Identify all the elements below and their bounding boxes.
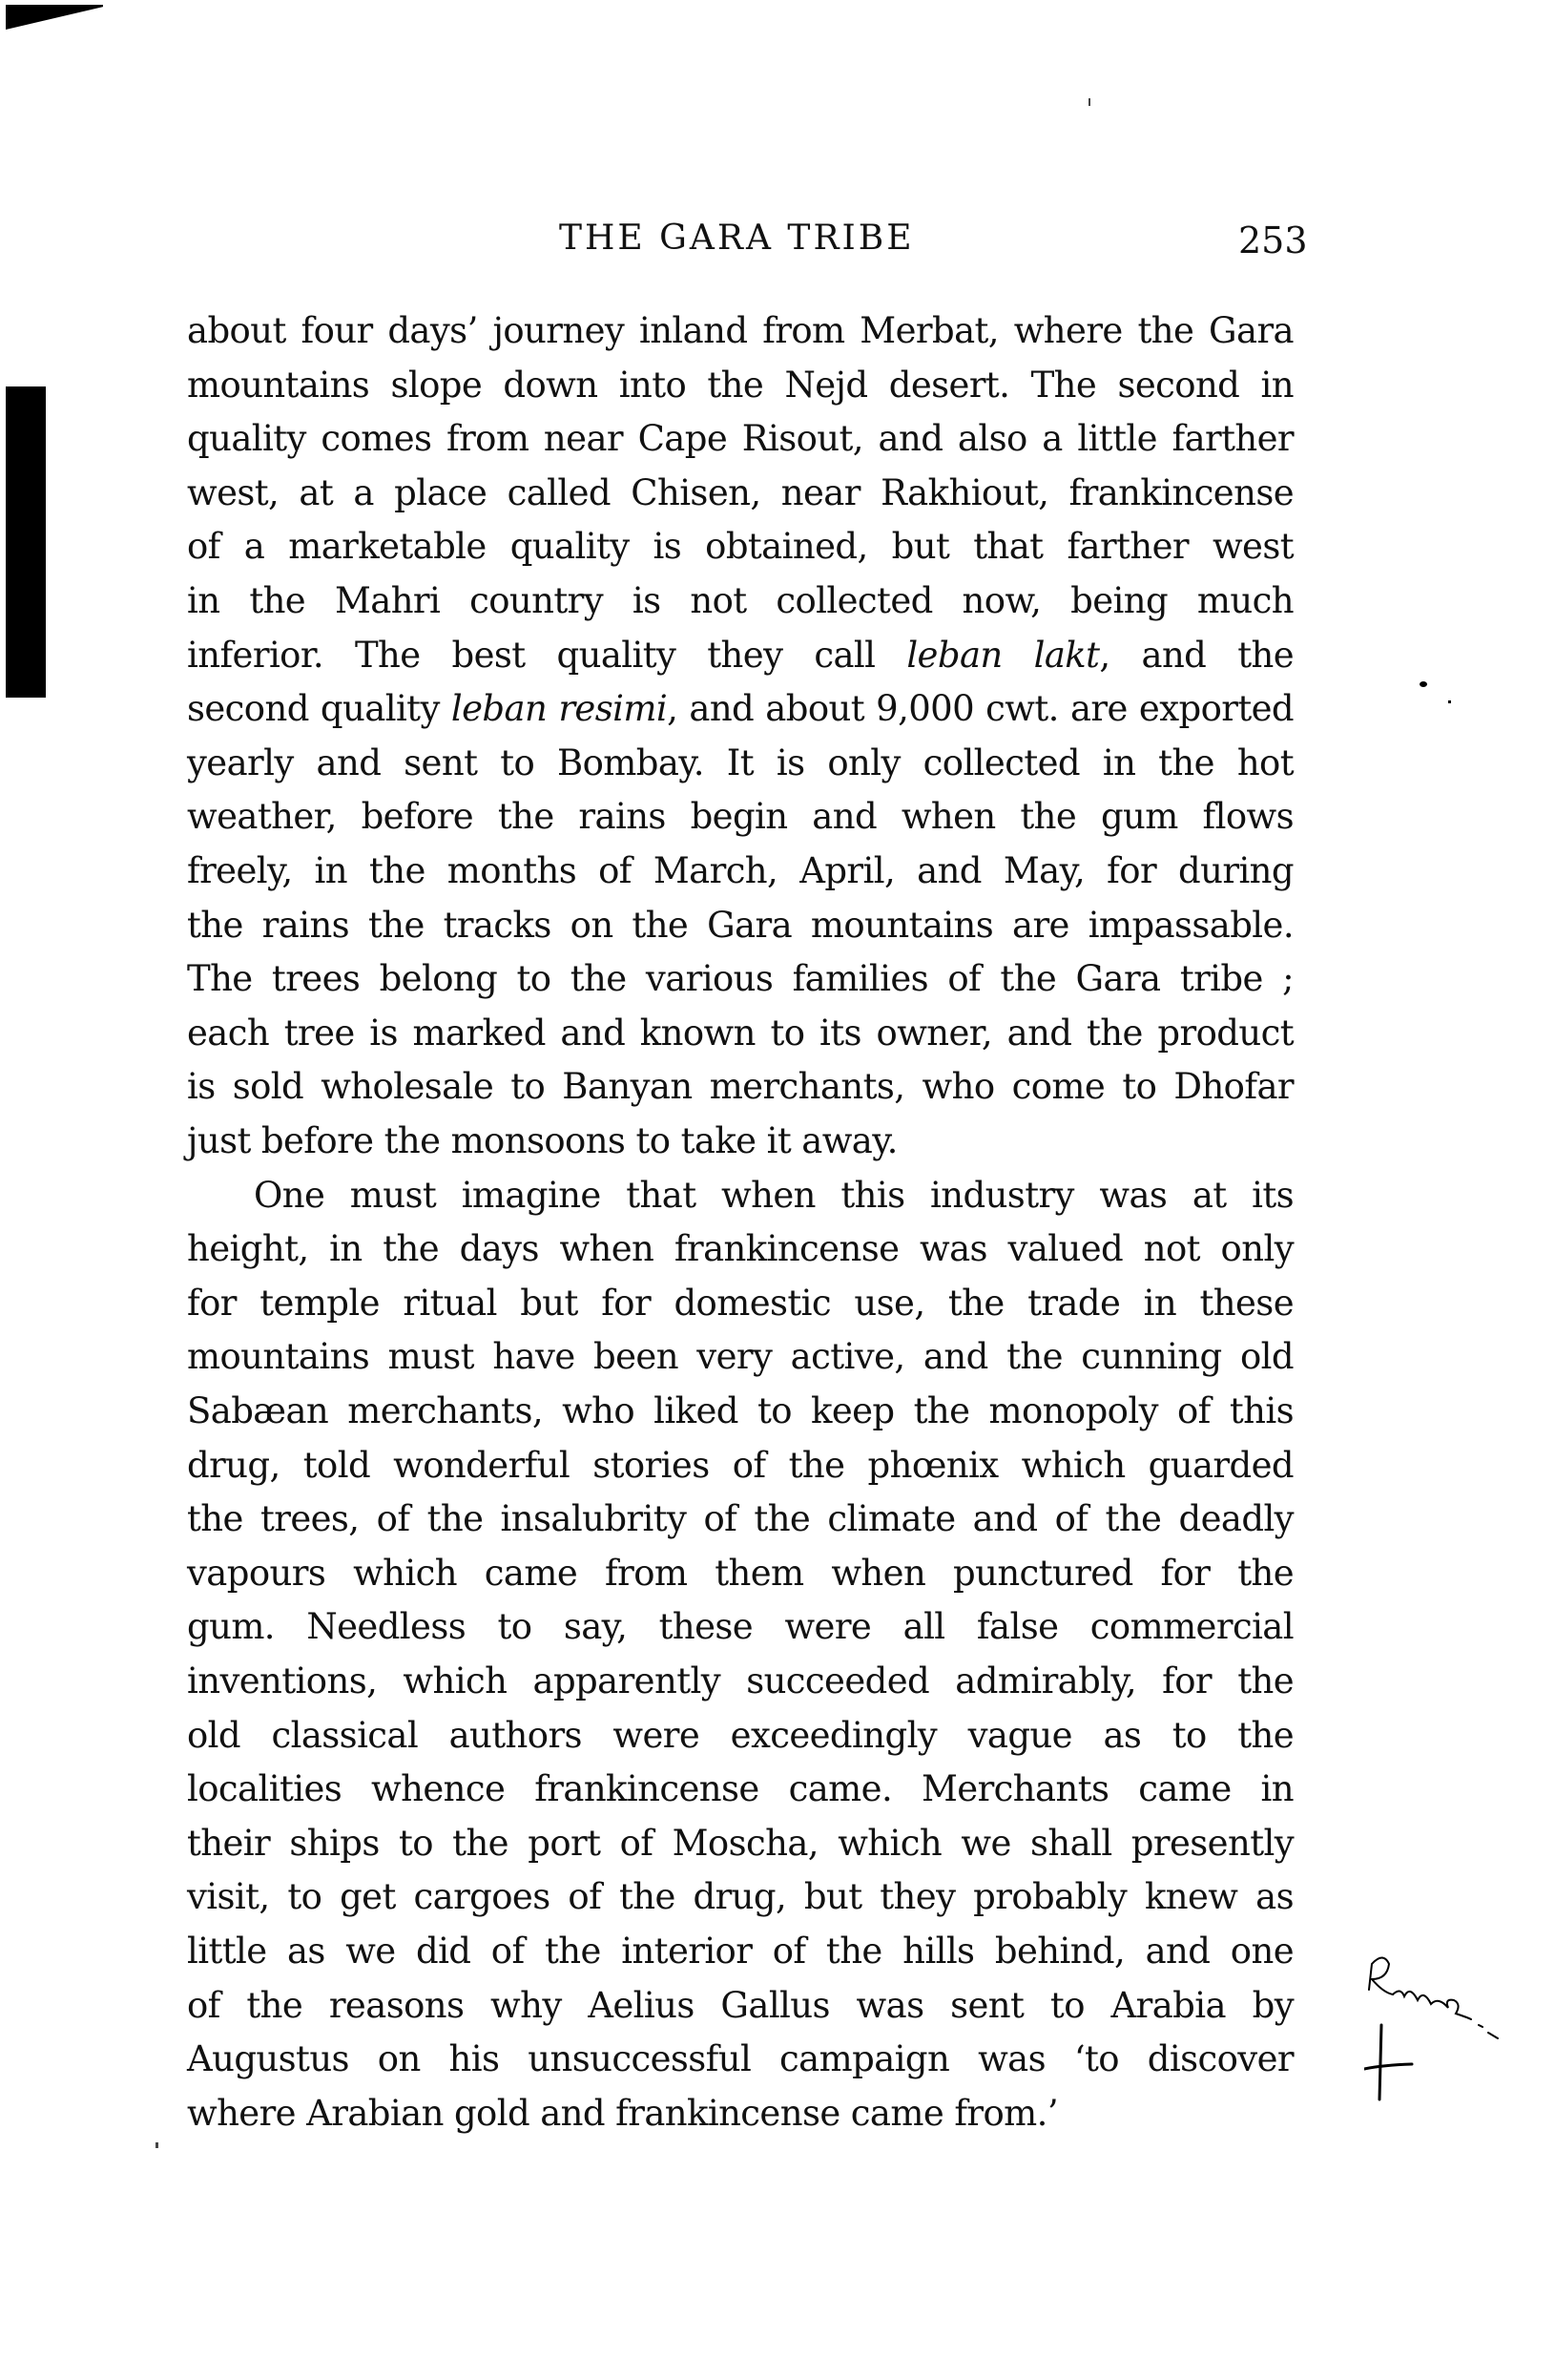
text-line: height, in the days when frankincense was valued not only	[187, 1228, 1294, 1270]
text-line: drug, told wonderful stories of the phœnix which guarded	[187, 1444, 1294, 1486]
handwritten-signature-icon	[1369, 1958, 1498, 2039]
text-line: where Arabian gold and frankincense came from.’	[187, 2092, 1058, 2134]
text-line: mountains slope down into the Nejd desert. The second in	[187, 364, 1294, 406]
text-line: west, at a place called Chisen, near Rakhiout, frankincense	[187, 471, 1294, 513]
text-line: The trees belong to the various families of the Gara tribe ;	[187, 958, 1294, 1000]
text-line: little as we did of the interior of the hills behind, and one	[187, 1931, 1294, 1972]
text-line: old classical authors were exceedingly vague as to the	[187, 1714, 1294, 1756]
text-line: each tree is marked and known to its owner, and the product	[187, 1012, 1294, 1054]
cross-mark-icon	[1364, 2025, 1412, 2099]
text-line: yearly and sent to Bombay. It is only collected in the hot	[187, 741, 1294, 783]
text-line: for temple ritual but for domestic use, the trade in these	[187, 1282, 1294, 1324]
text-line: Augustus on his unsuccessful campaign was ‘to discover	[187, 2038, 1294, 2080]
ink-speck	[1088, 98, 1090, 106]
italic-term: leban lakt	[906, 634, 1100, 676]
ink-speck	[156, 2142, 158, 2148]
handwritten-margin-annotation	[1364, 1947, 1536, 2109]
text-line: the rains the tracks on the Gara mountains are impassable.	[187, 904, 1294, 946]
text-line: One must imagine that when this industry was at its	[254, 1174, 1294, 1216]
text-line: localities whence frankincense came. Merchants came in	[187, 1768, 1294, 1810]
text-line: about four days’ journey inland from Merbat, where the Gara	[187, 310, 1294, 351]
text-line: inferior. The best quality they call leban lakt, and the	[187, 634, 1295, 676]
text-line: weather, before the rains begin and when the gum flows	[187, 796, 1294, 838]
ink-speck	[1420, 681, 1427, 687]
text-line: gum. Needless to say, these were all false commercial	[187, 1606, 1294, 1648]
text-line: Sabæan merchants, who liked to keep the monopoly of this	[187, 1390, 1294, 1431]
running-head-title: THE GARA TRIBE	[559, 219, 915, 258]
text-line: quality comes from near Cape Risout, and also a little farther	[187, 418, 1294, 460]
text-line: just before the monsoons to take it away.	[187, 1120, 898, 1161]
text-line: of the reasons why Aelius Gallus was sent to Arabia by	[187, 1984, 1294, 2026]
text-line: freely, in the months of March, April, and May, for during	[187, 850, 1294, 891]
text-line: second quality leban resimi, and about 9,000 cwt. are exported	[187, 688, 1294, 730]
text-line: in the Mahri country is not collected now, being much	[187, 580, 1294, 621]
italic-term: leban resimi	[450, 688, 668, 730]
text-line: vapours which came from them when punctured for the	[187, 1552, 1294, 1594]
text-line: inventions, which apparently succeeded admirably, for the	[187, 1660, 1294, 1701]
text-line: their ships to the port of Moscha, which we shall presently	[187, 1822, 1294, 1864]
page-number: 253	[1238, 219, 1308, 261]
text-line: is sold wholesale to Banyan merchants, who come to Dhofar	[187, 1066, 1294, 1108]
scan-edge-bar	[6, 386, 46, 698]
text-line: the trees, of the insalubrity of the climate and of the deadly	[187, 1498, 1294, 1540]
text-line: visit, to get cargoes of the drug, but they probably knew as	[187, 1876, 1294, 1918]
running-head	[0, 0, 1555, 286]
text-line: of a marketable quality is obtained, but that farther west	[187, 526, 1294, 568]
ink-speck	[1448, 700, 1451, 703]
text-line: mountains must have been very active, and the cunning old	[187, 1336, 1294, 1378]
